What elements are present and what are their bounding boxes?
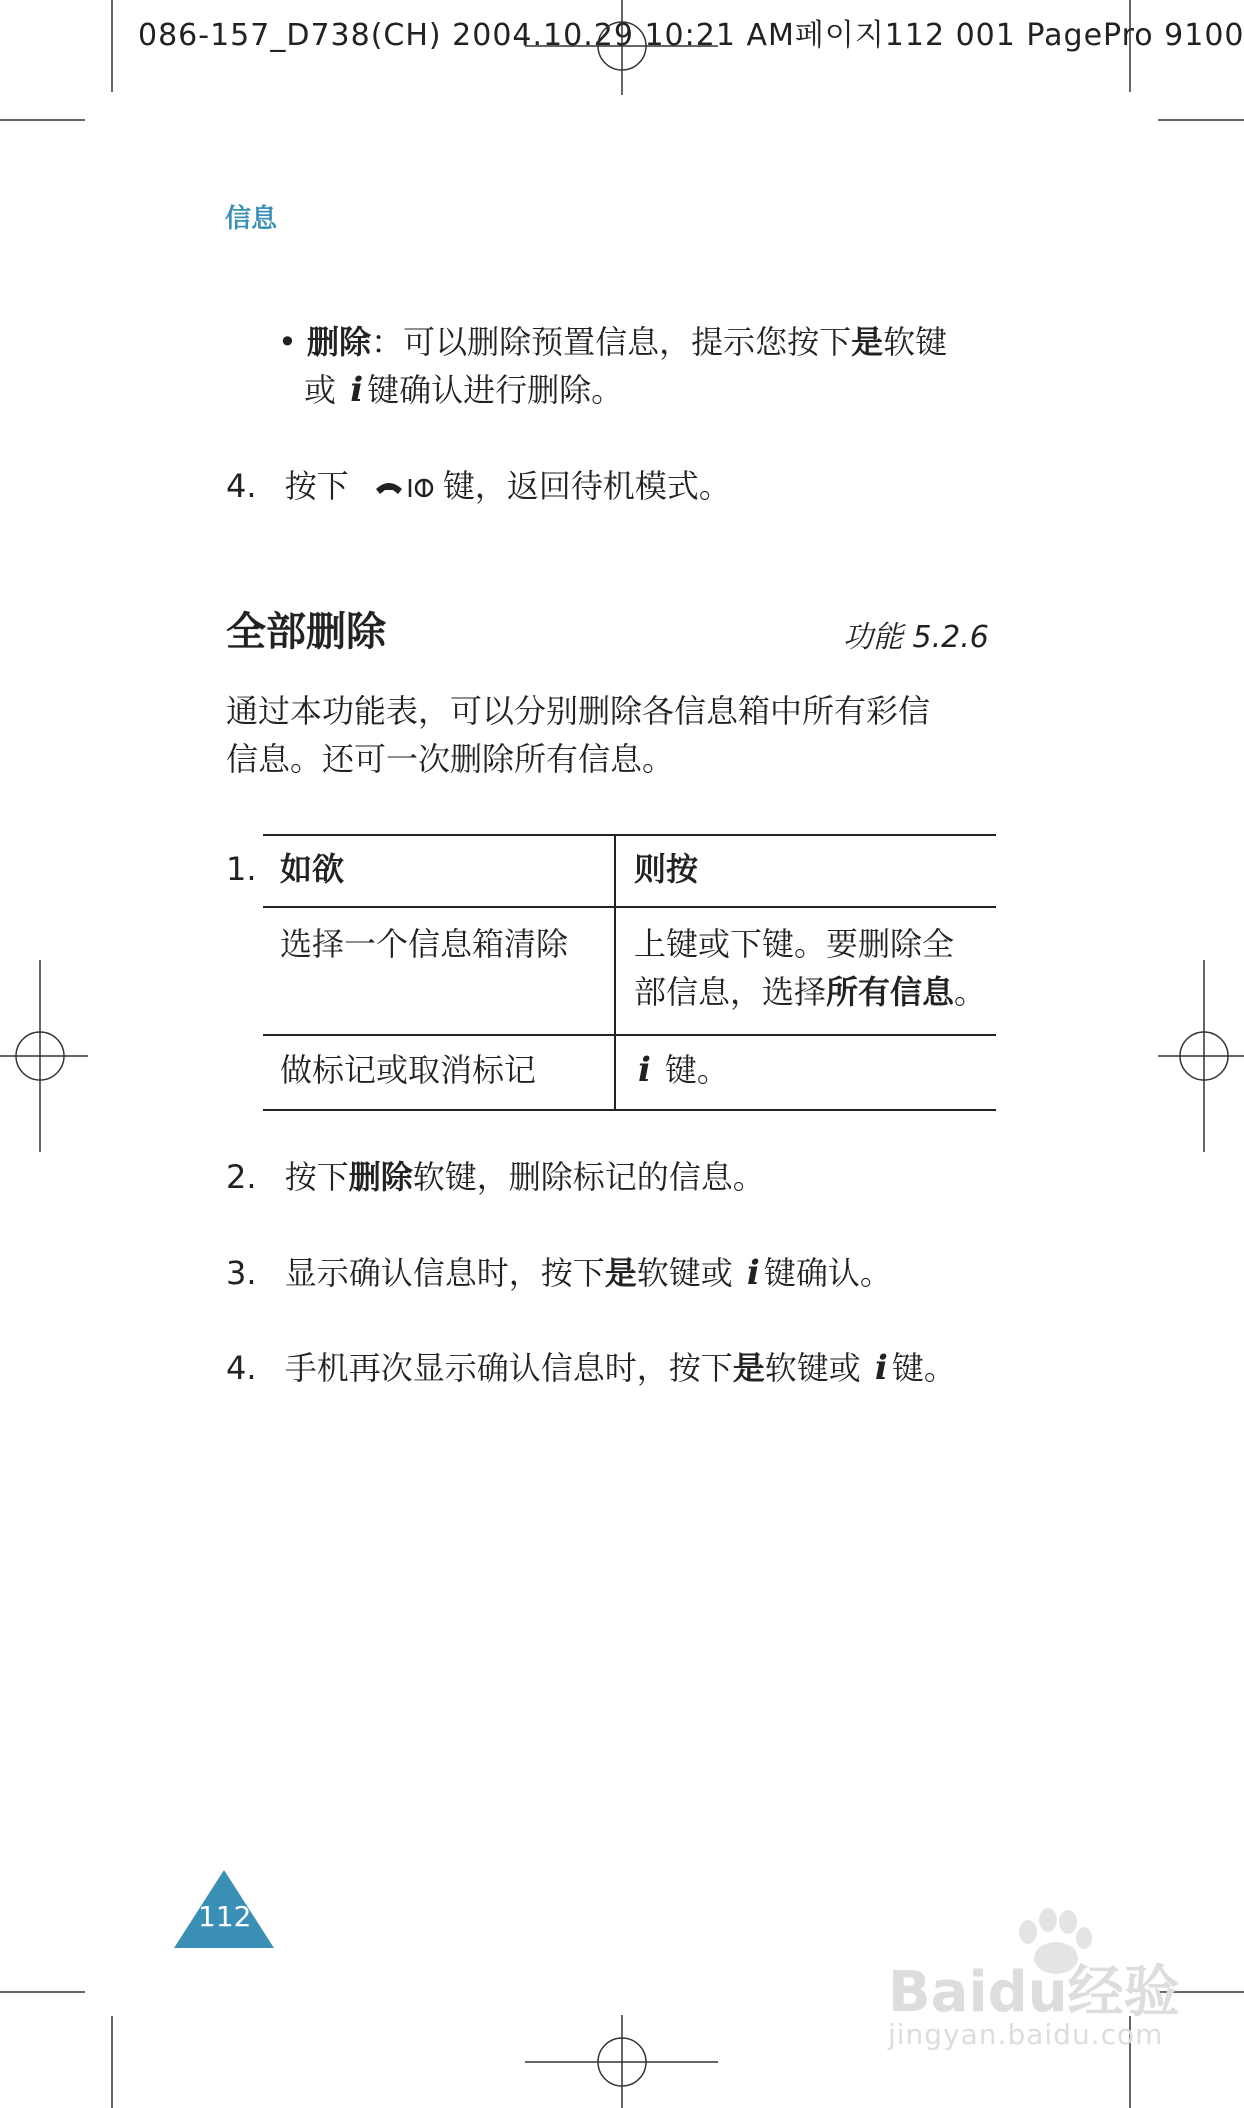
col2-header-text: 则按 (634, 850, 699, 888)
heading-title: 全部删除 (226, 609, 386, 655)
table-bottom-rule (263, 1109, 996, 1111)
row2-col2-text: 键。 (664, 1051, 729, 1089)
page-number: 112 (198, 1900, 252, 1933)
yes-label: 是 (732, 1349, 765, 1387)
row1-col2-line2 (634, 968, 986, 1016)
step-text-pre: 按下 (284, 467, 349, 505)
step-4 (226, 1344, 956, 1392)
step-3 (226, 1249, 892, 1297)
step-number: 3. (226, 1254, 257, 1292)
row1-col2-line1: 上键或下键。要删除全 (634, 925, 955, 963)
all-messages-label: 所有信息 (826, 973, 955, 1011)
step-4-top (226, 462, 731, 510)
row1-col2-end: 。 (954, 973, 987, 1011)
step-text-pre: 手机再次显示确认信息时，按下 (284, 1349, 733, 1387)
delete-text-4: 键确认进行删除。 (367, 371, 624, 409)
step-2 (226, 1153, 765, 1201)
step-number: 4. (226, 1349, 257, 1387)
delete-text-3: 或 (304, 371, 337, 409)
info-key-icon: i (638, 1050, 651, 1090)
row1-col2-text: 部信息，选择 (634, 973, 827, 1011)
delete-label: 删除 (348, 1158, 413, 1196)
info-key-icon: i (350, 370, 364, 410)
table-header-rule (263, 906, 996, 908)
function-number: 功能 5.2.6 (843, 620, 989, 655)
yes-label: 是 (851, 323, 884, 361)
step-text-post: 软键，删除标记的信息。 (412, 1158, 765, 1196)
col1-header-text: 如欲 (280, 850, 345, 888)
step-text-mid: 软键或 (764, 1349, 861, 1387)
step-text-mid: 软键或 (636, 1254, 733, 1292)
table-row1-col2 (634, 920, 986, 1016)
yes-label: 是 (604, 1254, 637, 1292)
info-key-icon: i (874, 1348, 888, 1388)
section-heading (226, 600, 386, 657)
table-number: 1. (226, 850, 257, 888)
table-header-col2 (634, 845, 698, 893)
table-row2-col1: 做标记或取消标记 (280, 1051, 537, 1089)
end-call-key-icon (373, 473, 439, 501)
bullet: • (278, 323, 297, 361)
table-top-rule (263, 834, 996, 836)
step-number: 2. (226, 1158, 257, 1196)
intro-paragraph (226, 687, 930, 783)
watermark-brand: Baidu经验 (888, 1960, 1180, 2025)
delete-text-1: ：可以删除预置信息，提示您按下 (371, 323, 852, 361)
intro-line-2: 信息。还可一次删除所有信息。 (226, 740, 675, 778)
step-text-post: 键，返回待机模式。 (442, 467, 731, 505)
step-text-pre: 显示确认信息时，按下 (284, 1254, 605, 1292)
step-text-pre: 按下 (284, 1158, 349, 1196)
intro-line-1: 通过本功能表，可以分别删除各信息箱中所有彩信 (226, 692, 931, 730)
table-row2-col2 (634, 1046, 729, 1094)
section-label: 信息 (225, 204, 278, 234)
table-row-rule (263, 1034, 996, 1036)
info-key-icon: i (746, 1253, 760, 1293)
delete-note (278, 318, 947, 414)
watermark-url: jingyan.baidu.com (888, 2018, 1164, 2051)
table-row1-col1: 选择一个信息箱清除 (280, 925, 569, 963)
delete-text-2: 软键 (883, 323, 948, 361)
step-text-post: 键确认。 (763, 1254, 892, 1292)
step-text-post: 键。 (891, 1349, 956, 1387)
table-column-rule (614, 834, 616, 1110)
step-number: 4. (226, 467, 257, 505)
delete-label: 删除 (307, 323, 372, 361)
table-header-col1 (280, 845, 344, 893)
print-header: 086-157_D738(CH) 2004.10.29 10:21 AM페이지112 001 PagePro 9100 (138, 18, 1244, 53)
